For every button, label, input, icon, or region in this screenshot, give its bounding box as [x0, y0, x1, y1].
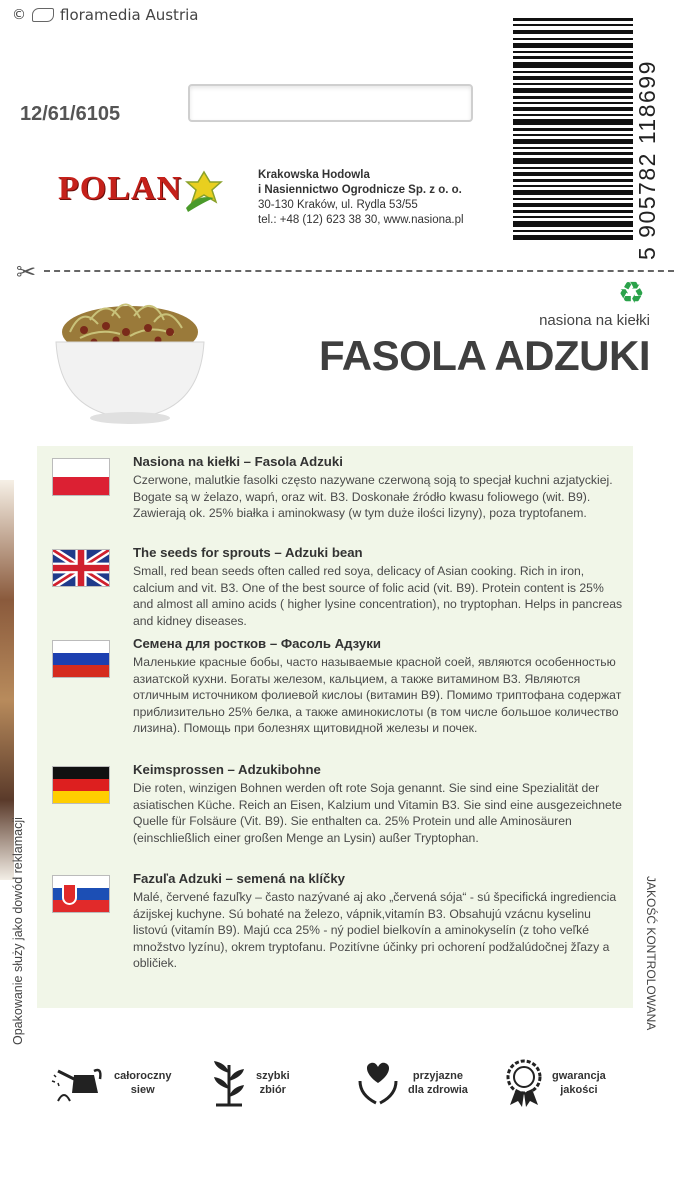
heart-hands-icon — [356, 1059, 400, 1107]
features-row — [50, 1055, 630, 1115]
feature-label: szybki zbiór — [256, 1070, 290, 1096]
description-heading: The seeds for sprouts – Adzuki bean — [133, 545, 363, 560]
polan-logo: POLAN — [58, 170, 182, 207]
description-heading: Семена для ростков – Фасоль Адзуки — [133, 636, 381, 651]
feature-item — [50, 1055, 171, 1111]
description-body: Czerwone, malutkie fasolki często nazywane czerwoną soją to specjał kuchni azjatyckiej. Bogate są w żelazo, wapń, oraz wit. B3. Doskonałe źródło kwasu foliowego (wit. B9). Zawierają ok. 25% białka i aminokwasy (w tym duże ilości lizyny), poza tryptofanem. — [133, 473, 613, 521]
description-body: Die roten, winzigen Bohnen werden oft rote Soja genannt. Sie sind eine Spezialität der asiatischen Küche. Reich an Eisen, Kalzium und Vitamin B3. Sie sind eine ausgezeichnete Quelle für Folsäure (Vit. B9). Sie enthalten ca. 25% Protein und alle Aminosäuren (einschließlich einer großen Menge an Lysin) außer Tryptophan. — [133, 781, 622, 845]
description-body: Malé, červené fazuľky – často nazývané aj ako „červená sója“ - sú špecifická ingrediencia ázijskej kuchyne. Sú bohaté na železo, vápnik,vitamín B3. Obsahujú vzácnu kyselinu listovú (vitamín B9). Majú cca 25% - ný podiel bielkovín a aminokyselín (z toho veľké množstvo lyzínu), okrem tryptofanu. Pozitívne účinky pri ochorení podžalúdočnej žľazy a obličiek. — [133, 890, 617, 971]
description-heading: Nasiona na kiełki – Fasola Adzuki — [133, 454, 343, 469]
watering-can-icon — [50, 1061, 106, 1105]
description-body: Small, red bean seeds often called red soya, delicacy of Asian cooking. Rich in iron, calcium and vit. B3. One of the best source of folic acid (vit. B9). Protein content is 25% and almost all amino acids ( higher lysine concentration), no tryptophan. Helps in pancreas and kidney diseases. — [133, 564, 623, 628]
complaint-note: Opakowanie służy jako dowód reklamacji — [11, 817, 25, 1045]
brand-line — [12, 6, 198, 24]
scissors-icon: ✂ — [16, 258, 37, 286]
hang-tab-hole — [188, 84, 473, 122]
catalog-code: 12/61/6105 — [20, 103, 121, 125]
germany-flag-icon — [52, 766, 110, 804]
russia-flag-icon — [52, 640, 110, 678]
cut-line — [44, 270, 674, 272]
copyright-symbol: © — [12, 7, 26, 23]
company-info — [258, 168, 464, 228]
seedling-icon — [210, 1059, 248, 1107]
recycle-icon: ♻ — [618, 276, 645, 311]
floramedia-logo-icon — [32, 8, 54, 22]
company-name-2: i Nasiennictwo Ogrodnicze Sp. z o. o. — [258, 184, 462, 196]
feature-item — [210, 1055, 290, 1111]
feature-item — [504, 1055, 606, 1111]
quality-controlled-note: JAKOŚĆ KONTROLOWANA — [644, 876, 658, 1031]
brand-name: floramedia Austria — [60, 6, 199, 24]
uk-flag-icon — [52, 549, 110, 587]
quality-badge-icon — [504, 1059, 544, 1107]
barcode-icon — [513, 18, 633, 240]
description-heading: Fazuľa Adzuki – semená na klíčky — [133, 871, 346, 886]
feature-label: całoroczny siew — [114, 1070, 172, 1096]
company-name-1: Krakowska Hodowla — [258, 169, 370, 181]
description-body: Маленькие красные бобы, часто называемые красной соей, являются особенностью азиатской кухни. Богаты железом, кальцием, а также витамином B3. Являются отличным источником фолиевой кислоы (витамин B9). Помимо триптофана содержат приблизительно 25% белка, а также аминокислоты (в том числе большое количество лизина). Помощь при болезнях щитовидной железы и почек. — [133, 655, 622, 736]
product-subtitle: nasiona na kiełki — [539, 312, 650, 329]
feature-label: przyjazne dla zdrowia — [408, 1070, 468, 1096]
description-heading: Keimsprossen – Adzukibohne — [133, 762, 321, 777]
product-title: FASOLA ADZUKI — [318, 332, 650, 379]
feature-item — [356, 1055, 468, 1111]
feature-label: gwarancja jakości — [552, 1070, 606, 1096]
polan-leaf-icon — [184, 168, 224, 212]
poland-flag-icon — [52, 458, 110, 496]
company-address: 30-130 Kraków, ul. Rydla 53/55 — [258, 199, 418, 211]
company-contact: tel.: +48 (12) 623 38 30, www.nasiona.pl — [258, 214, 464, 226]
sprouts-bowl-image — [50, 286, 210, 426]
slovakia-flag-icon — [52, 875, 110, 913]
barcode-digits: 5 905782 118699 — [634, 60, 660, 260]
description-panel — [37, 446, 633, 1008]
